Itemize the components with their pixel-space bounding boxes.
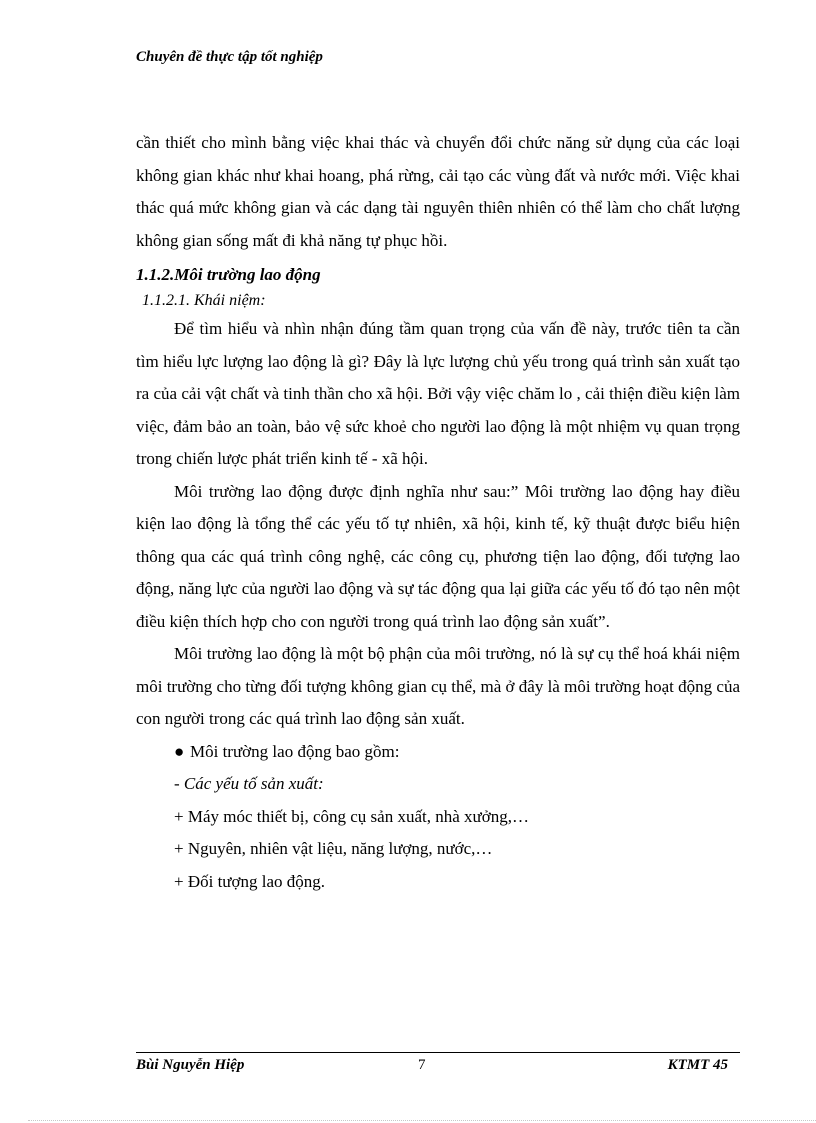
- bullet-icon: ●: [174, 741, 185, 761]
- list-item-machinery: + Máy móc thiết bị, công cụ sản xuất, nhà xưởng,…: [174, 806, 529, 826]
- list-item-labor-object: + Đối tượng lao động.: [174, 871, 326, 891]
- footer-author: Bùi Nguyễn Hiệp: [136, 1057, 245, 1073]
- bullet-line: [174, 736, 740, 769]
- intro-paragraph: cần thiết cho mình bằng việc khai thác và chuyển đổi chức năng sử dụng của các loại không gian khác như khai hoang, phá rừng, cải tạo các vùng đất và nước mới. Việc khai thác quá mức không gian và các dạng tài nguyên thiên nhiên có thể làm cho chất lượng không gian sống mất đi khả năng tự phục hồi.: [136, 133, 740, 250]
- bullet-text: Môi trường lao động bao gồm:: [190, 741, 400, 761]
- list-item-materials: + Nguyên, nhiên vật liệu, năng lượng, nước,…: [174, 839, 493, 858]
- section-heading: 1.1.2.Môi trường lao động: [136, 265, 321, 284]
- page-body: [136, 127, 740, 898]
- paragraph-labor-force: Để tìm hiểu và nhìn nhận đúng tầm quan trọng của vấn đề này, trước tiên ta cần tìm hiểu lực lượng lao động là gì? Đây là lực lượng chủ yếu trong quá trình sản xuất tạo ra của cải vật chất và tinh thần cho xã hội. Bởi vậy việc chăm lo , cải thiện điều kiện làm việc, đảm bảo an toàn, bảo vệ sức khoẻ cho người lao động là một nhiệm vụ quan trọng trong chiến lược phát triển kinh tế - xã hội.: [136, 319, 740, 468]
- page-bottom-edge: [28, 1120, 816, 1121]
- subsection-heading: 1.1.2.1. Khái niệm:: [142, 292, 266, 309]
- page-number: 7: [418, 1057, 426, 1073]
- factors-heading: - Các yếu tố sản xuất:: [174, 774, 324, 793]
- paragraph-definition: Môi trường lao động được định nghĩa như sau:” Môi trường lao động hay điều kiện lao động là tổng thể các yếu tố tự nhiên, xã hội, kinh tế, kỹ thuật được biểu hiện thông qua các quá trình công nghệ, các công cụ, phương tiện lao động, đối tượng lao động, năng lực của người lao động và sự tác động qua lại giữa các yếu tố đó tạo nên một điều kiện thích hợp cho con người trong quá trình lao động sản xuất”.: [136, 481, 740, 631]
- paragraph-environment-part: Môi trường lao động là một bộ phận của môi trường, nó là sự cụ thể hoá khái niệm môi trường cho từng đối tượng không gian cụ thể, mà ở đây là môi trường hoạt động của con người trong các quá trình lao động sản xuất.: [136, 644, 740, 728]
- footer-divider: [136, 1052, 740, 1053]
- footer-class-code: KTMT 45: [667, 1057, 728, 1073]
- document-header-title: Chuyên đề thực tập tốt nghiệp: [136, 49, 323, 65]
